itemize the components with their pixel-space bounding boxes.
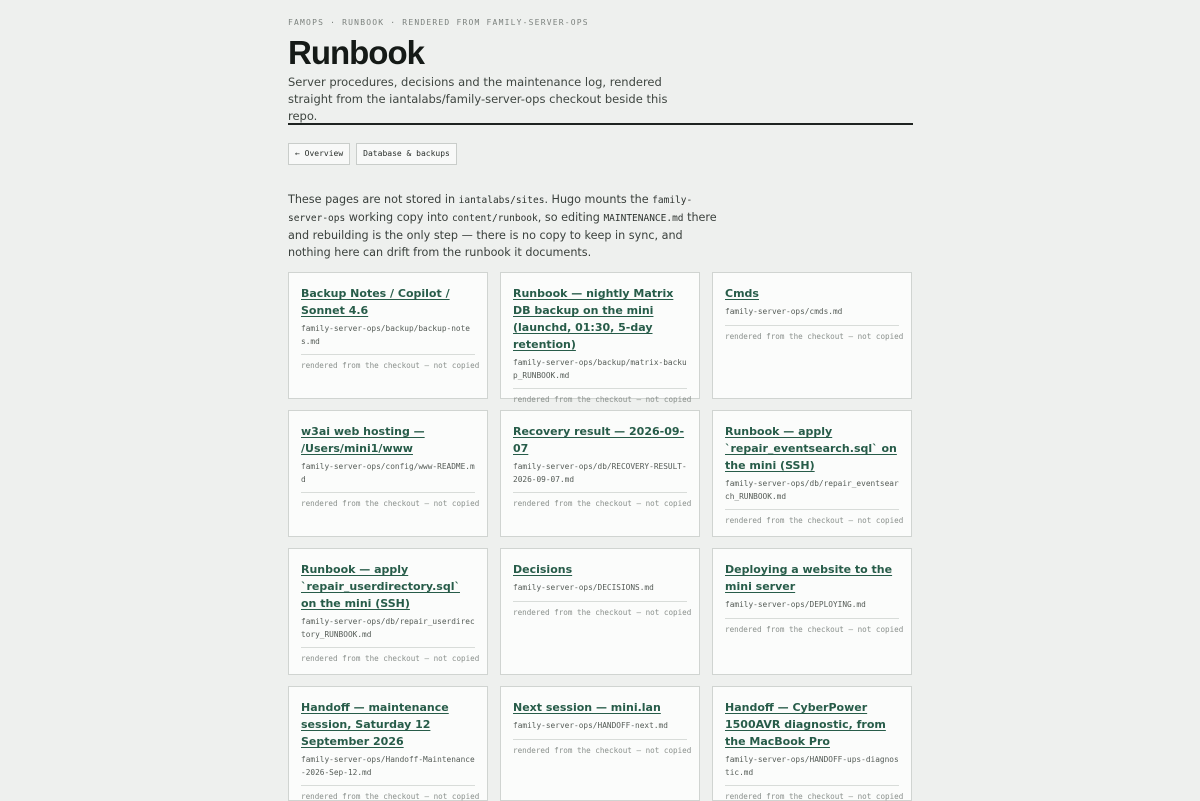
- intro-text: , so editing: [537, 211, 604, 224]
- runbook-card: [712, 410, 912, 537]
- card-note: rendered from the checkout — not copied: [725, 331, 904, 341]
- card-divider: [301, 354, 475, 355]
- card-divider: [513, 739, 687, 740]
- card-divider: [725, 509, 899, 510]
- card-note: rendered from the checkout — not copied: [513, 499, 692, 508]
- breadcrumb: FAMOPS · RUNBOOK · RENDERED FROM FAMILY-SERVER-OPS: [288, 18, 589, 27]
- card-path: family-server-ops/DEPLOYING.md: [725, 600, 866, 609]
- card-path: family-server-ops/Handoff-Maintenance-2026-Sep-12.md: [301, 755, 475, 777]
- card-divider: [513, 492, 687, 493]
- card-divider: [513, 601, 687, 602]
- intro-code: iantalabs/sites: [458, 195, 545, 206]
- card-divider: [301, 785, 475, 786]
- card-title-link[interactable]: Next session — mini.lan: [513, 701, 661, 714]
- card-divider: [725, 785, 899, 786]
- card-title-link[interactable]: Recovery result — 2026-09-07: [513, 425, 685, 455]
- card-note: rendered from the checkout — not copied: [513, 395, 692, 404]
- nav-buttons: [288, 143, 457, 165]
- runbook-card: [500, 686, 700, 801]
- card-title-link[interactable]: Handoff — maintenance session, Saturday 12 September 2026: [301, 701, 449, 748]
- card-note: rendered from the checkout — not copied: [301, 499, 480, 508]
- intro-text: These pages are not stored in: [288, 193, 459, 206]
- card-path: family-server-ops/DECISIONS.md: [513, 583, 654, 592]
- intro-paragraph: [288, 191, 728, 261]
- intro-text: working copy into: [345, 211, 452, 224]
- runbook-card: [712, 686, 912, 801]
- page-subtitle: Server procedures, decisions and the maintenance log, rendered straight from the iantalabs/family-server-ops checkout beside this repo.: [288, 75, 668, 123]
- intro-code: MAINTENANCE.md: [603, 213, 684, 224]
- runbook-card: [288, 410, 488, 537]
- card-path: family-server-ops/db/repair_userdirectory_RUNBOOK.md: [301, 617, 475, 639]
- card-path: family-server-ops/backup/backup-notes.md: [301, 324, 470, 346]
- card-path: family-server-ops/db/RECOVERY-RESULT-2026-09-07.md: [513, 462, 687, 484]
- intro-code: family-server-ops: [288, 195, 693, 224]
- card-note: rendered from the checkout — not copied: [725, 624, 904, 634]
- card-title-link[interactable]: Runbook — nightly Matrix DB backup on the mini (launchd, 01:30, 5-day retention): [513, 287, 674, 351]
- card-divider: [725, 618, 899, 619]
- card-divider: [301, 647, 475, 648]
- card-note: rendered from the checkout — not copied: [301, 654, 480, 663]
- card-title-link[interactable]: w3ai web hosting — /Users/mini1/www: [301, 425, 425, 455]
- card-divider: [301, 492, 475, 493]
- intro-text: . Hugo mounts the: [544, 193, 653, 206]
- card-note: rendered from the checkout — not copied: [301, 792, 480, 801]
- card-note: rendered from the checkout — not copied: [513, 745, 692, 755]
- runbook-card: [500, 548, 700, 675]
- runbook-card: [288, 272, 488, 399]
- card-title-link[interactable]: Runbook — apply `repair_eventsearch.sql` on the mini (SSH): [725, 425, 897, 472]
- runbook-card: [288, 548, 488, 675]
- card-path: family-server-ops/db/repair_eventsearch_RUNBOOK.md: [725, 479, 899, 501]
- card-note: rendered from the checkout — not copied: [725, 792, 904, 801]
- card-path: family-server-ops/HANDOFF-ups-diagnostic.md: [725, 755, 899, 777]
- card-divider: [513, 388, 687, 389]
- card-title-link[interactable]: Handoff — CyberPower 1500AVR diagnostic, from the MacBook Pro: [725, 701, 886, 748]
- card-title-link[interactable]: Runbook — apply `repair_userdirectory.sql` on the mini (SSH): [301, 563, 460, 610]
- card-title-link[interactable]: Backup Notes / Copilot / Sonnet 4.6: [301, 287, 450, 317]
- runbook-card: [712, 272, 912, 399]
- card-title-link[interactable]: Deploying a website to the mini server: [725, 563, 893, 593]
- runbook-card: [500, 272, 700, 404]
- runbook-card: [500, 410, 700, 537]
- card-title-link[interactable]: Cmds: [725, 287, 759, 300]
- card-title-link[interactable]: Decisions: [513, 563, 573, 576]
- card-path: family-server-ops/backup/matrix-backup_RUNBOOK.md: [513, 358, 687, 380]
- card-path: family-server-ops/cmds.md: [725, 307, 843, 316]
- runbook-card: [288, 686, 488, 801]
- card-divider: [725, 325, 899, 326]
- card-note: rendered from the checkout — not copied: [301, 361, 480, 370]
- page-title: Runbook: [288, 34, 424, 71]
- card-note: rendered from the checkout — not copied: [513, 607, 692, 617]
- card-path: family-server-ops/config/www-README.md: [301, 462, 475, 484]
- runbook-card: [712, 548, 912, 675]
- card-note: rendered from the checkout — not copied: [725, 516, 904, 525]
- overview-button[interactable]: ← Overview: [288, 143, 350, 165]
- header-divider: [288, 123, 913, 125]
- intro-code: content/runbook: [451, 213, 538, 224]
- card-path: family-server-ops/HANDOFF-next.md: [513, 721, 668, 730]
- database-backups-button[interactable]: Database & backups: [356, 143, 457, 165]
- intro-text: there and rebuilding is the only step — there is no copy to keep in sync, and nothing here can drift from the runbook it documents.: [288, 211, 717, 259]
